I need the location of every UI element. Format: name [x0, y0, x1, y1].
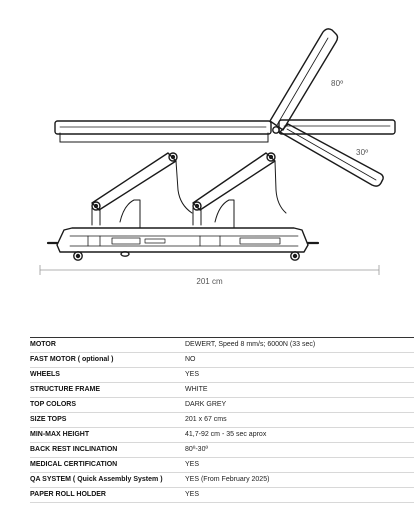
spec-label: MOTOR — [30, 338, 185, 353]
spec-label: MEDICAL CERTIFICATION — [30, 458, 185, 473]
spec-label: MIN-MAX HEIGHT — [30, 428, 185, 443]
spec-label: QA SYSTEM ( Quick Assembly System ) — [30, 473, 185, 488]
spec-label: BACK REST INCLINATION — [30, 443, 185, 458]
spec-row-fast-motor — [30, 353, 414, 368]
spec-label: TOP COLORS — [30, 398, 185, 413]
lift-arm-right — [193, 153, 286, 213]
spec-value: DARK GREY — [185, 398, 414, 413]
spec-label: PAPER ROLL HOLDER — [30, 488, 185, 503]
backrest-raised — [270, 29, 338, 130]
spec-value: DEWERT, Speed 8 mm/s; 6000N (33 sec) — [185, 338, 414, 353]
spec-row-wheels — [30, 368, 414, 383]
spec-row-min-max-height — [30, 428, 414, 443]
length-label: 201 cm — [196, 277, 223, 286]
specifications-table — [30, 337, 414, 503]
spec-value: YES — [185, 368, 414, 383]
spec-row-back-rest — [30, 443, 414, 458]
spec-row-structure-frame — [30, 383, 414, 398]
spec-row-paper-roll-holder — [30, 488, 414, 503]
backrest-angle-label: 80º — [331, 79, 344, 88]
spec-row-motor — [30, 338, 414, 353]
spec-value: WHITE — [185, 383, 414, 398]
spec-label: SIZE TOPS — [30, 413, 185, 428]
legrest-angle-label: 30º — [356, 148, 369, 157]
spec-label: STRUCTURE FRAME — [30, 383, 185, 398]
spec-row-medical-certification — [30, 458, 414, 473]
spec-value: 80º-30º — [185, 443, 414, 458]
head-section — [279, 120, 395, 134]
spec-row-size-tops — [30, 413, 414, 428]
spec-value: 201 x 67 cms — [185, 413, 414, 428]
hinge-joint — [273, 127, 279, 133]
spec-value: YES — [185, 458, 414, 473]
spec-row-qa-system — [30, 473, 414, 488]
spec-label: FAST MOTOR ( optional ) — [30, 353, 185, 368]
spec-value: 41,7-92 cm - 35 sec aprox — [185, 428, 414, 443]
center-foot — [121, 252, 129, 256]
spec-value: YES (From February 2025) — [185, 473, 414, 488]
lift-arm-left — [92, 153, 192, 213]
spec-label: WHEELS — [30, 368, 185, 383]
base-frame — [57, 228, 308, 252]
length-dimension — [40, 265, 379, 275]
spec-row-top-colors — [30, 398, 414, 413]
main-top — [55, 121, 271, 142]
spec-value: YES — [185, 488, 414, 503]
spec-value: NO — [185, 353, 414, 368]
